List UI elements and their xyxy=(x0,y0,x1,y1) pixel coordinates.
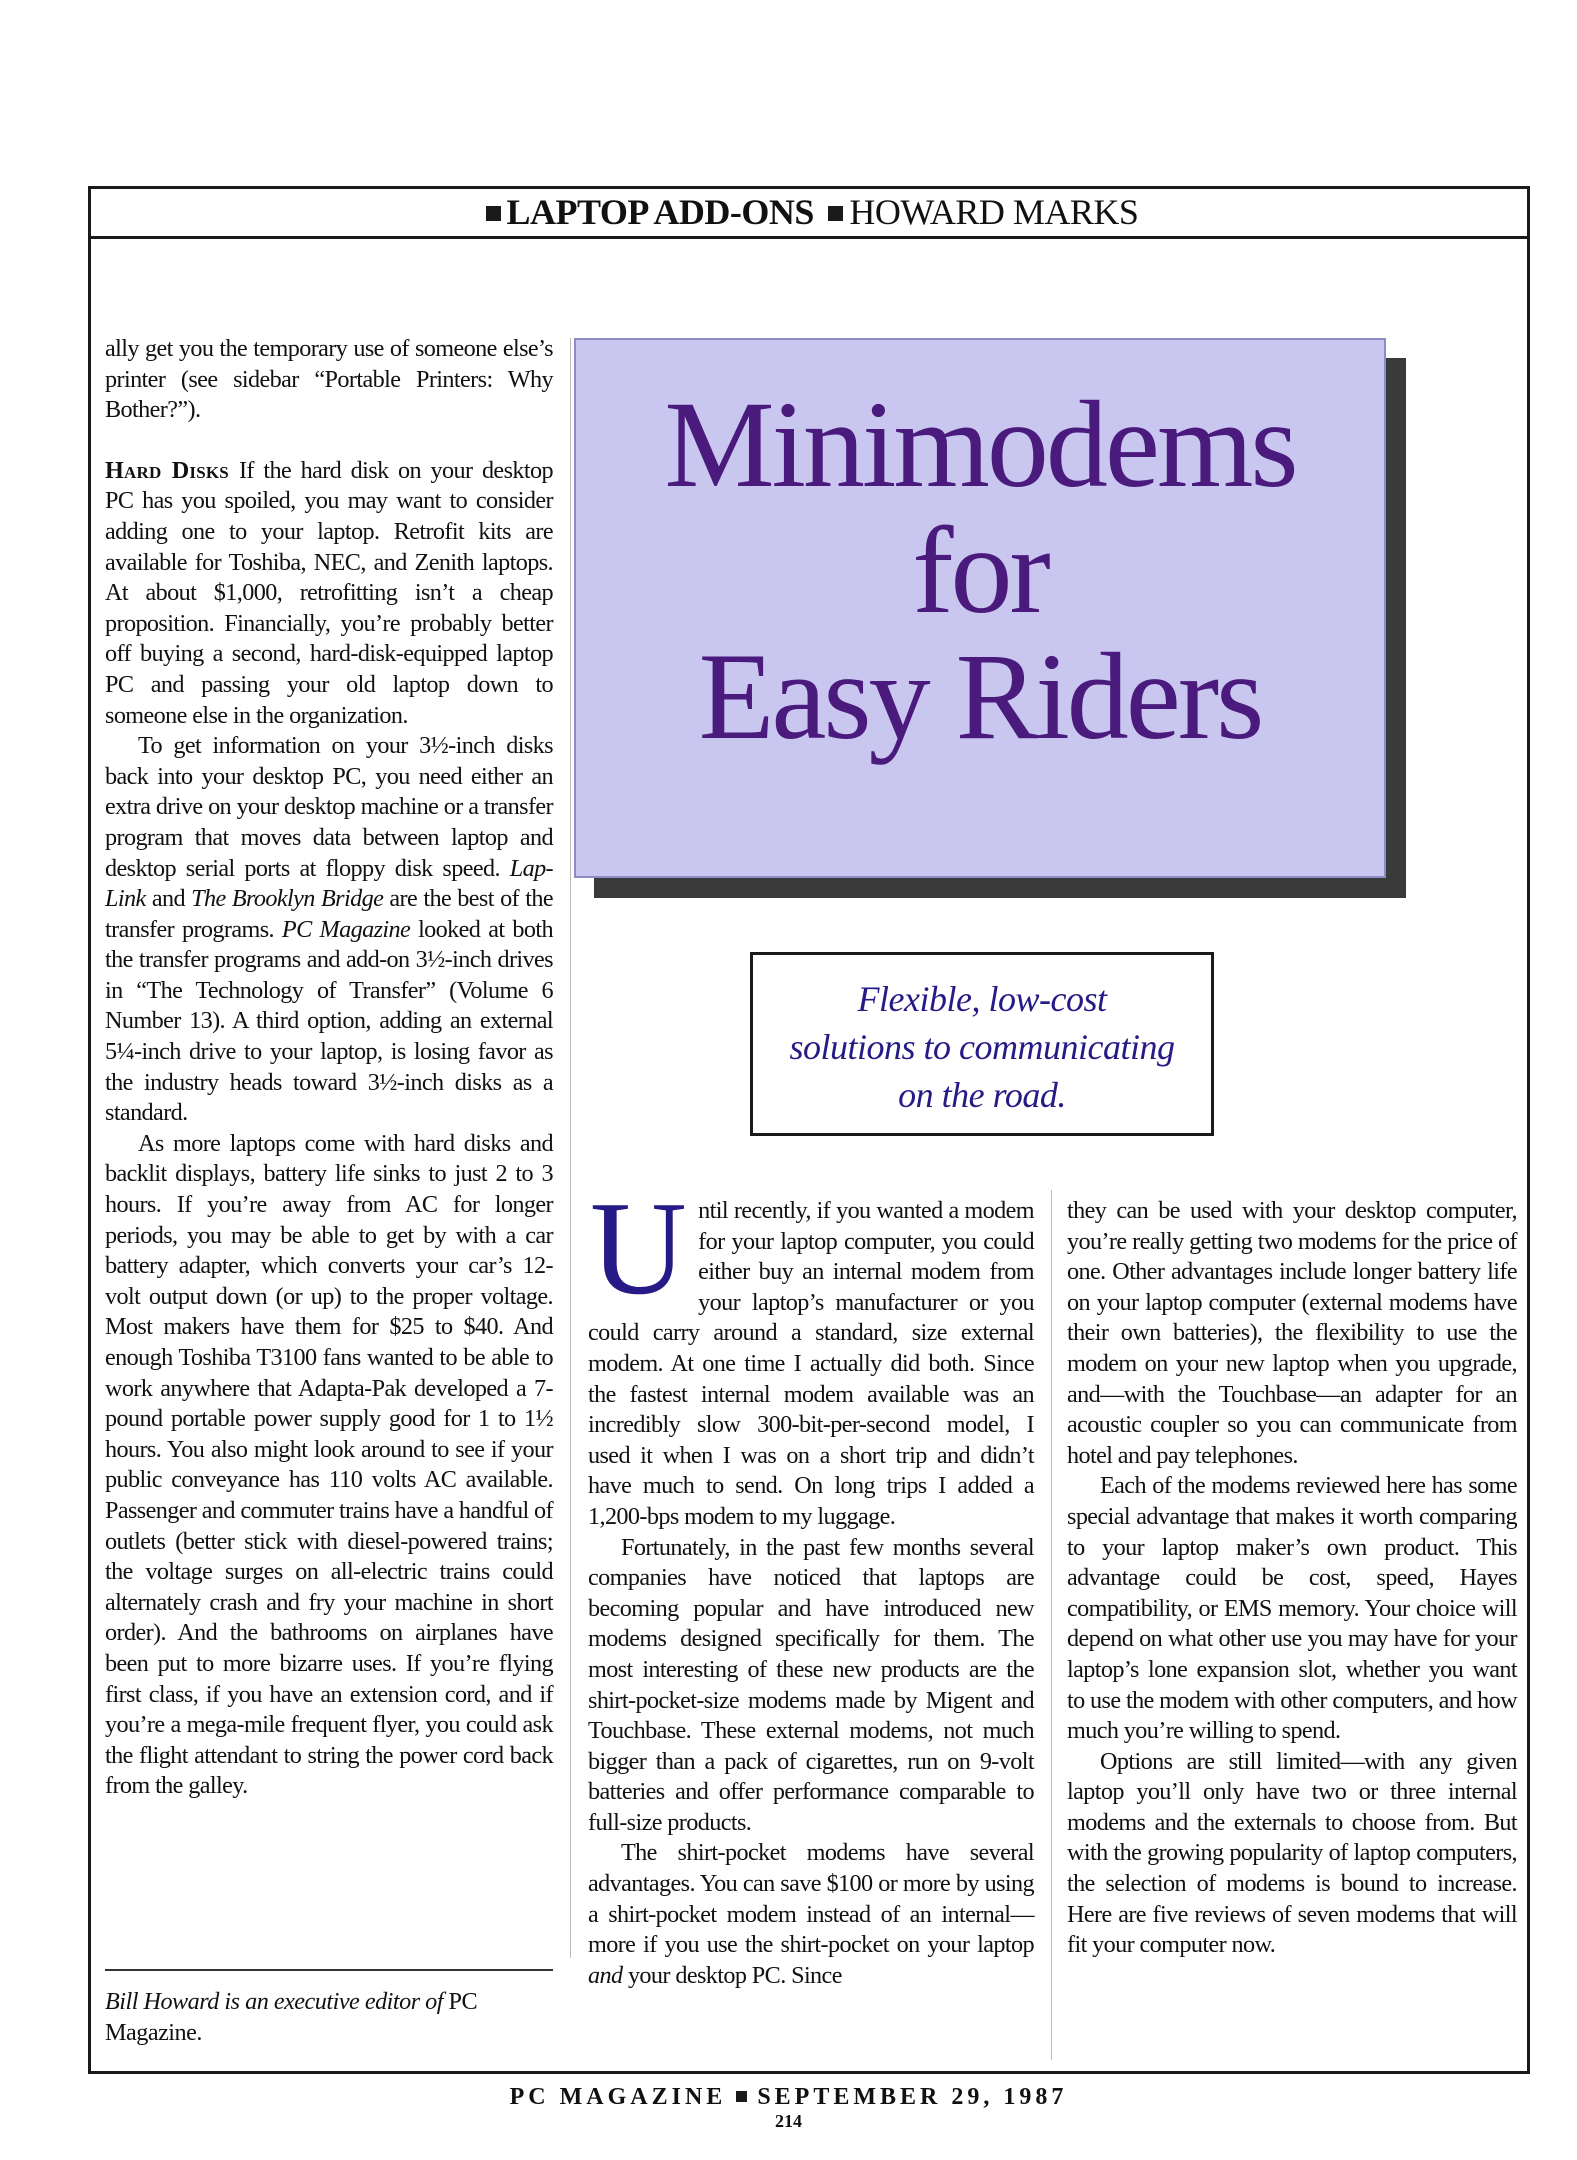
column-right xyxy=(1067,1196,1517,1961)
product-name: The Brooklyn Bridge xyxy=(191,885,384,913)
bio-divider xyxy=(105,1969,553,1971)
drop-cap: U xyxy=(590,1174,687,1322)
bullet-square-icon xyxy=(828,206,843,221)
paragraph: The shirt-pocket modems have several advantages. You can save $100 or more by using a shirt-pocket modem instead of an internal—more if you use the shirt-pocket on your laptop and your desktop PC. Since xyxy=(588,1839,1034,1989)
column-left xyxy=(105,334,553,1802)
paragraph: To get information on your 3½-inch disks back into your desktop PC, you need either an extra drive on your desktop machine or a transfer program that moves data between laptop and desktop serial ports at floppy disk speed. Lap-Link and The Brooklyn Bridge are the best of the transfer programs. PC Magazine looked at both the transfer programs and add-on 3½-inch drives in “The Technology of Transfer” (Volume 6 Number 13). A third option, adding an external 5¼-inch drive to your laptop, is losing favor as the industry heads toward 3½-inch disks as a standard. xyxy=(105,732,554,1127)
paragraph: Hard Disks If the hard disk on your desktop PC has you spoiled, you may want to consider adding one to your laptop. Retrofit kits are available for Toshiba, NEC, and Zenith laptops. At about $1,000, retrofitting isn’t a cheap proposition. Financially, you’re probably better off buying a second, hard-disk-equipped laptop PC and passing your old laptop down to someone else in the organization. xyxy=(105,456,553,729)
paragraph: they can be used with your desktop computer, you’re really getting two modems for the price of one. Other advantages include longer battery life on your laptop computer (external modems have their own batteries), the flexibility to use the modem on your new laptop when you upgrade, and—with the Touchbase—an adapter for an acoustic coupler so you can communicate from hotel and pay telephones. xyxy=(1067,1197,1517,1469)
bullet-square-icon xyxy=(736,2091,747,2102)
deck-line: on the road. xyxy=(898,1075,1066,1115)
bullet-square-icon xyxy=(486,206,501,221)
title-line: Minimodems xyxy=(664,376,1296,513)
paragraph: ally get you the temporary use of someone else’s printer (see sidebar “Portable Printers: Why Bother?”). xyxy=(105,335,553,424)
column-divider xyxy=(570,338,571,1958)
paragraph: Options are still limited—with any given laptop you’ll only have two or three internal modems and the externals to choose from. But with the growing popularity of laptop computers, the selection of modems is bound to increase. Here are five reviews of seven modems that will fit your computer now. xyxy=(1067,1747,1517,1959)
author-bio: Bill Howard is an executive editor of PC Magazine. xyxy=(105,1988,478,2046)
deck-box xyxy=(750,952,1214,1136)
header-divider xyxy=(88,236,1530,239)
running-header xyxy=(88,188,1530,236)
header-author: HOWARD MARKS xyxy=(849,192,1139,232)
paragraph: As more laptops come with hard disks and backlit displays, battery life sinks to just 2 to 3 hours. If you’re away from AC for longer periods, you may be able to get by with a car battery adapter, which converts your car’s 12-volt output down (or up) to the proper voltage. Most makers have them for $25 to $40. And enough Toshiba T3100 fans wanted to be able to work anywhere that Adapta-Pak developed a 7-pound portable power supply good for 1 to 1½ hours. You also might look around to see if your public conveyance has 110 volts AC available. Passenger and commuter trains have a handful of outlets (better stick with diesel-powered trains; the voltage surges on all-electric trains could alternately crash and fry your machine in short order). And the bathrooms on airplanes have been put to more bizarre uses. If you’re flying first class, if you have an extension cord, and if you’re a mega-mile frequent flyer, you could ask the flight attendant to string the power cord back from the galley. xyxy=(105,1129,554,1800)
deck-line: solutions to communicating xyxy=(789,1027,1175,1067)
page-number: 214 xyxy=(775,2111,802,2131)
paragraph: Fortunately, in the past few months several companies have noticed that laptops are becoming popular and have introduced new modems designed specifically for them. The most interesting of these new products are the shirt-pocket-size modems made by Migent and Touchbase. These external modems, not much bigger than a pack of cigarettes, run on 9-volt batteries and offer performance comparable to full-size products. xyxy=(588,1533,1034,1836)
footer-magazine: PC MAGAZINE xyxy=(509,2084,727,2110)
subhead-hard-disks: Hard Disks xyxy=(105,456,229,484)
header-section: LAPTOP ADD-ONS xyxy=(506,192,814,232)
title-line: Easy Riders xyxy=(698,628,1262,765)
deck-line: Flexible, low-cost xyxy=(857,979,1107,1019)
column-divider xyxy=(1051,1190,1052,2060)
title-line: for xyxy=(912,502,1048,639)
article-title xyxy=(574,338,1386,878)
paragraph: Each of the modems reviewed here has some special advantage that makes it worth comparing to your laptop maker’s own product. This advantage could be cost, speed, Hayes compatibility, or EMS memory. Your choice will depend on what other use you may have for your laptop’s lone expansion slot, whether you want to use the modem with other computers, and how much you’re willing to spend. xyxy=(1067,1472,1518,1745)
column-middle xyxy=(588,1174,1034,1991)
paragraph: Until recently, if you wanted a modem for your laptop computer, you could either buy an internal modem from your laptop’s manufacturer or you could carry around a standard, size external modem. At one time I actually did both. Since the fastest internal modem available was an incredibly slow 300-bit-per-second model, I used it when I was on a short trip and didn’t have much to send. On long trips I added a 1,200-bps modem to my luggage. xyxy=(588,1174,1034,1530)
publication-name: PC Magazine xyxy=(281,915,411,943)
footer-date: SEPTEMBER 29, 1987 xyxy=(757,2084,1068,2110)
page-footer xyxy=(0,2084,1577,2111)
product-name: Lap-Link xyxy=(105,854,554,913)
